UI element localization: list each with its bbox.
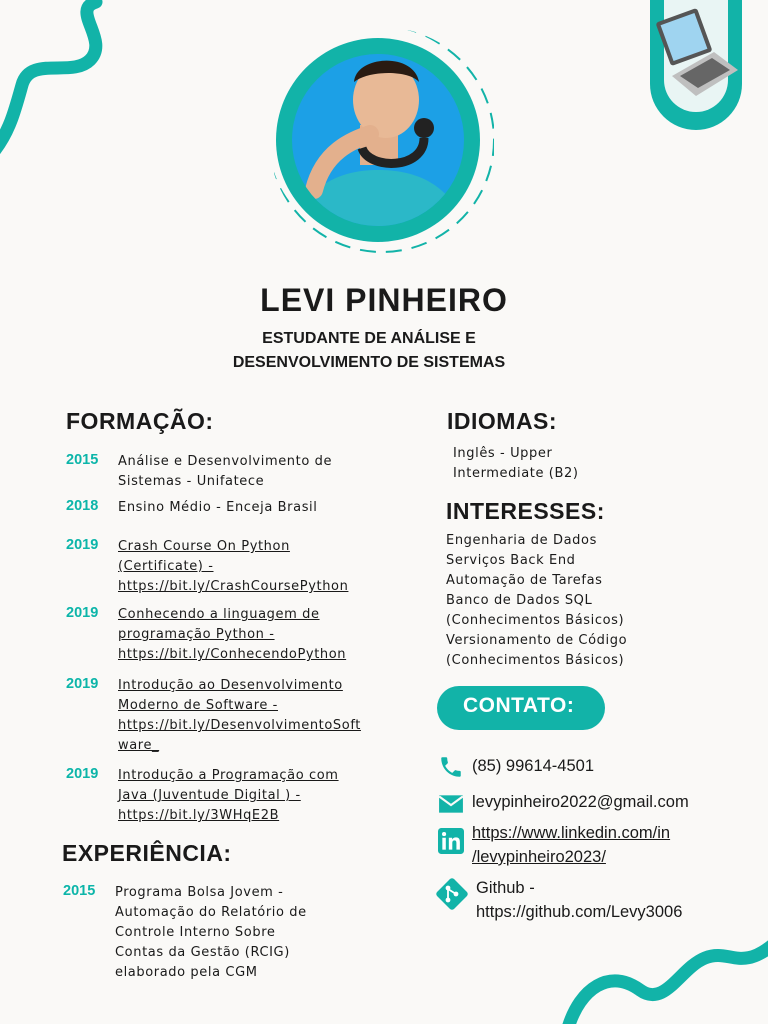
person-name: LEVI PINHEIRO xyxy=(260,282,508,318)
entry-year: 2015 xyxy=(66,452,99,468)
experiencia-title: EXPERIÊNCIA: xyxy=(62,840,232,866)
email-address[interactable]: levypinheiro2022@gmail.com xyxy=(472,793,689,811)
formacao-entry xyxy=(66,605,411,665)
formacao-entry xyxy=(66,498,411,518)
job-title: ESTUDANTE DE ANÁLISE E DESENVOLVIMENTO DE SISTEMAS xyxy=(232,330,506,371)
idiomas-text: Inglês - Upper Intermediate (B2) xyxy=(453,446,579,481)
wave-bottom-right xyxy=(560,928,768,1024)
course-link[interactable]: Conhecendo a linguagem de programação Python - https://bit.ly/ConhecendoPython xyxy=(118,607,347,662)
avatar xyxy=(274,30,494,260)
wave-top-left xyxy=(0,0,130,160)
course-link[interactable]: Crash Course On Python (Certificate) - https://bit.ly/CrashCoursePython xyxy=(118,539,349,594)
laptop-badge xyxy=(650,0,742,130)
course-link[interactable]: Introdução a Programação com Java (Juventude Digital ) - https://bit.ly/3WHqE2B xyxy=(118,768,339,823)
entry-year: 2019 xyxy=(66,676,99,692)
contato-title: CONTATO: xyxy=(437,686,605,730)
phone-number[interactable]: (85) 99614-4501 xyxy=(472,757,595,775)
formacao-entry xyxy=(66,452,411,492)
formacao-entry xyxy=(66,676,411,756)
linkedin-link[interactable]: https://www.linkedin.com/in /levypinheiro2023/ xyxy=(472,824,671,866)
phone-icon xyxy=(438,754,464,784)
interesses-title: INTERESSES: xyxy=(446,498,605,524)
linkedin-icon xyxy=(438,828,464,858)
formacao-entry xyxy=(66,537,411,597)
entry-year: 2019 xyxy=(66,537,99,553)
idiomas-title: IDIOMAS: xyxy=(447,408,558,434)
entry-year: 2018 xyxy=(66,498,99,514)
formacao-entry xyxy=(66,766,411,826)
entry-text: Programa Bolsa Jovem - Automação do Relatório de Controle Interno Sobre Contas da Gestão (RCIG) elaborado pela CGM xyxy=(115,885,307,980)
entry-text: Análise e Desenvolvimento de Sistemas - Unifatece xyxy=(118,454,333,489)
entry-year: 2019 xyxy=(66,605,99,621)
mail-icon xyxy=(438,791,464,821)
experiencia-entry xyxy=(63,883,408,983)
entry-year: 2015 xyxy=(63,883,96,899)
git-icon xyxy=(434,876,470,916)
entry-year: 2019 xyxy=(66,766,99,782)
entry-text: Ensino Médio - Enceja Brasil xyxy=(118,500,318,515)
formacao-title: FORMAÇÃO: xyxy=(66,408,214,434)
interesses-list: Engenharia de Dados Serviços Back End Automação de Tarefas Banco de Dados SQL (Conhecimentos Básicos) Versionamento de Código (Conhecimentos Básicos) xyxy=(446,533,628,668)
course-link[interactable]: Introdução ao Desenvolvimento Moderno de Software - https://bit.ly/DesenvolvimentoSoft ware_ xyxy=(118,678,361,753)
github-link[interactable]: Github - https://github.com/Levy3006 xyxy=(476,879,683,921)
